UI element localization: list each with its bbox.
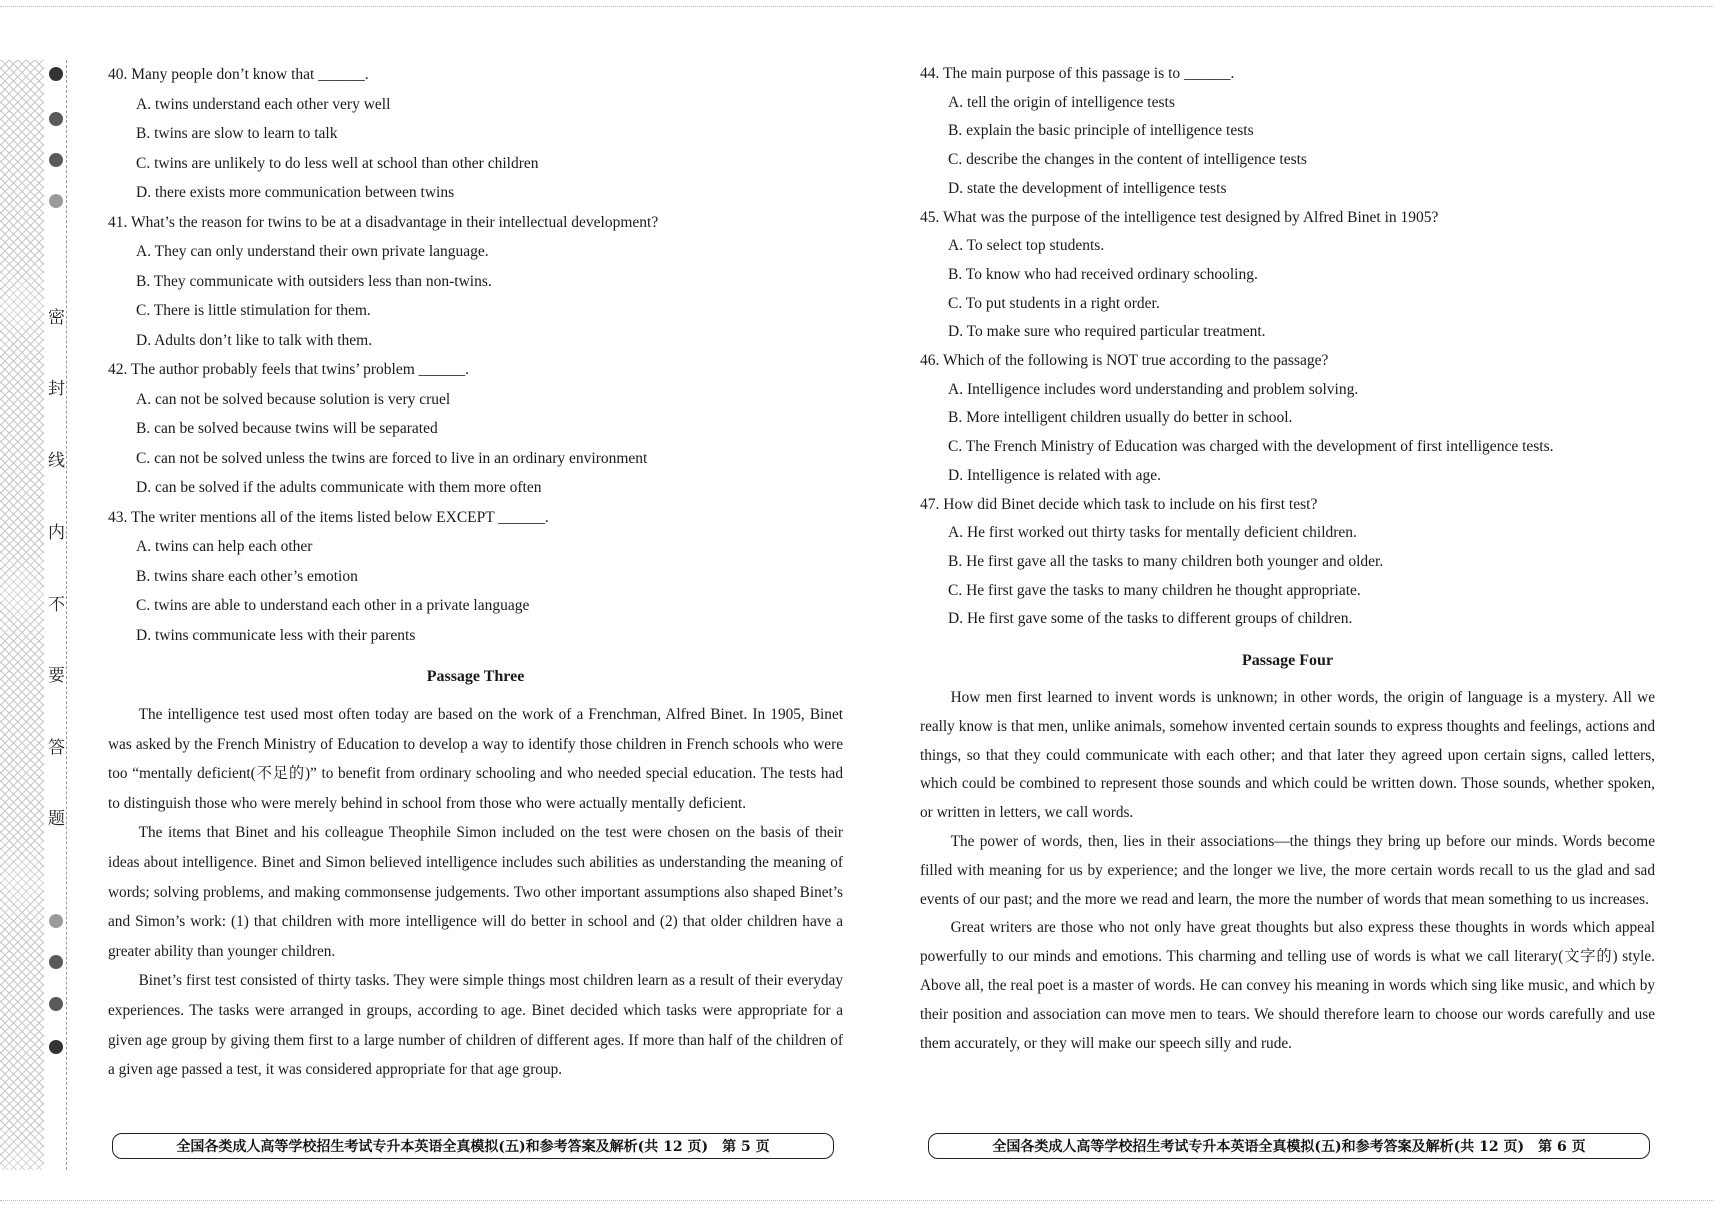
question-stem: 44. The main purpose of this passage is to ______. bbox=[920, 65, 1235, 82]
passage-paragraph: Binet’s first test consisted of thirty tasks. They were simple things most children learn as a result of their everyday experiences. The tasks were arranged in groups, according to age. Binet decided which tasks were appropriate for a given age group by giving them first to a large number of children of different ages. If more than half of the children of a given age passed a test, it was considered appropriate for that age group. bbox=[108, 972, 843, 1079]
binding-hole-icon bbox=[49, 955, 63, 969]
passage-paragraph: The intelligence test used most often today are based on the work of a Frenchman, Alfred Binet. In 1905, Binet was asked by the French Ministry of Education to develop a way to identify those children in French schools who were too “mentally deficient(不足的)” to benefit from ordinary schooling and who needed special education. The tests had to distinguish those who were merely behind in school from those who were actually mentally deficient. bbox=[108, 706, 843, 812]
answer-option: C. can not be solved unless the twins are forced to live in an ordinary environment bbox=[136, 449, 648, 467]
question-stem: 42. The author probably feels that twins’ problem ______. bbox=[108, 361, 470, 378]
question-stem: 43. The writer mentions all of the items listed below EXCEPT ______. bbox=[108, 508, 549, 526]
answer-option: B. explain the basic principle of intelligence tests bbox=[948, 122, 1254, 140]
answer-option: C. There is little stimulation for them. bbox=[136, 302, 371, 319]
answer-option: A. He first worked out thirty tasks for mentally deficient children. bbox=[948, 524, 1357, 542]
answer-option: A. tell the origin of intelligence tests bbox=[948, 93, 1175, 111]
answer-option: A. twins understand each other very well bbox=[136, 95, 391, 113]
passage-title: Passage Three bbox=[426, 668, 525, 685]
page-footer: 全国各类成人高等学校招生考试专升本英语全真模拟(五)和参考答案及解析(共 12 页) 第 6 页 bbox=[928, 1133, 1650, 1159]
answer-option: A. To select top students. bbox=[948, 237, 1105, 255]
binding-hole-icon bbox=[49, 997, 63, 1011]
page-footer: 全国各类成人高等学校招生考试专升本英语全真模拟(五)和参考答案及解析(共 12 页) 第 5 页 bbox=[112, 1133, 834, 1159]
question-block bbox=[108, 503, 843, 651]
answer-option: A. Intelligence includes word understanding and problem solving. bbox=[948, 380, 1359, 398]
seal-char: 线 bbox=[48, 451, 65, 471]
answer-option: B. He first gave all the tasks to many children both younger and older. bbox=[948, 552, 1384, 570]
answer-option: D. To make sure who required particular treatment. bbox=[948, 323, 1266, 341]
question-stem: 40. Many people don’t know that ______. bbox=[108, 66, 369, 83]
binding-hole-icon bbox=[49, 67, 63, 81]
answer-option: D. twins communicate less with their parents bbox=[136, 626, 416, 644]
answer-option: C. describe the changes in the content of intelligence tests bbox=[948, 151, 1307, 169]
answer-option: B. More intelligent children usually do better in school. bbox=[948, 409, 1293, 427]
answer-option: C. To put students in a right order. bbox=[948, 294, 1160, 312]
scan-edge-top bbox=[0, 6, 1714, 7]
answer-option: B. They communicate with outsiders less than non-twins. bbox=[136, 272, 492, 290]
answer-option: C. twins are able to understand each other in a private language bbox=[136, 597, 530, 614]
answer-option: D. Intelligence is related with age. bbox=[948, 466, 1162, 484]
answer-option: B. twins are slow to learn to talk bbox=[136, 125, 338, 142]
binding-hole-icon bbox=[49, 112, 63, 126]
binding-margin-pattern bbox=[0, 60, 44, 1170]
answer-option: C. He first gave the tasks to many children he thought appropriate. bbox=[948, 581, 1361, 599]
answer-option: B. To know who had received ordinary schooling. bbox=[948, 265, 1258, 283]
answer-option: C. The French Ministry of Education was charged with the development of first intelligence tests. bbox=[948, 438, 1554, 456]
seal-char: 要 bbox=[48, 666, 65, 686]
question-block bbox=[920, 347, 1655, 491]
answer-option: A. They can only understand their own private language. bbox=[136, 243, 489, 260]
binding-hole-icon bbox=[49, 1040, 63, 1054]
answer-option: D. Adults don’t like to talk with them. bbox=[136, 331, 373, 349]
question-block bbox=[108, 60, 843, 208]
seal-char: 答 bbox=[48, 738, 65, 758]
answer-option: B. can be solved because twins will be separated bbox=[136, 420, 438, 437]
seal-char: 不 bbox=[48, 595, 65, 615]
question-stem: 46. Which of the following is NOT true according to the passage? bbox=[920, 352, 1329, 370]
answer-option: A. can not be solved because solution is very cruel bbox=[136, 390, 451, 408]
passage-paragraph: The power of words, then, lies in their associations—the things they bring up before our minds. Words become filled with meaning for us by experience; and the longer we live, the more certain words recall to us the glad and sad events of our past; and the more we read and learn, the more the number of words that mean something to us increases. bbox=[920, 833, 1655, 908]
answer-option: C. twins are unlikely to do less well at school than other children bbox=[136, 154, 539, 172]
seal-char: 内 bbox=[48, 523, 65, 543]
passage-paragraph: The items that Binet and his colleague Theophile Simon included on the test were chosen on the basis of their ideas about intelligence. Binet and Simon believed intelligence includes such abilities as understanding the meaning of words; solving problems, and making commonsense judgements. Two other important assumptions also shaped Binet’s and Simon’s work: (1) that children with more intelligence will do better in school and (2) that older children have a greater ability than younger children. bbox=[108, 824, 843, 960]
seal-char: 封 bbox=[48, 379, 65, 399]
answer-option: D. there exists more communication between twins bbox=[136, 184, 455, 201]
question-stem: 47. How did Binet decide which task to include on his first test? bbox=[920, 495, 1318, 513]
question-stem: 41. What’s the reason for twins to be at a disadvantage in their intellectual development? bbox=[108, 213, 659, 231]
question-block bbox=[920, 204, 1655, 348]
question-stem: 45. What was the purpose of the intelligence test designed by Alfred Binet in 1905? bbox=[920, 208, 1439, 226]
answer-option: D. can be solved if the adults communicate with them more often bbox=[136, 479, 542, 496]
question-block bbox=[920, 491, 1655, 635]
passage-paragraph: Great writers are those who not only have great thoughts but also express these thoughts in words which appeal powerfully to our minds and emotions. This charming and telling use of words is what we call literary(文字的) style. Above all, the real poet is a master of words. He can convey his meaning in words which sing like music, and which by their position and association can move men to tears. We should therefore learn to choose our words carefully and use them accurately, or they will make our speech silly and rude. bbox=[920, 919, 1655, 1052]
answer-option: D. He first gave some of the tasks to different groups of children. bbox=[948, 610, 1353, 628]
question-block bbox=[108, 355, 843, 503]
answer-option: B. twins share each other’s emotion bbox=[136, 567, 358, 585]
binding-hole-icon bbox=[49, 153, 63, 167]
answer-option: A. twins can help each other bbox=[136, 538, 313, 555]
binding-hole-icon bbox=[49, 194, 63, 208]
binding-dashed-line bbox=[66, 60, 67, 1170]
question-block bbox=[920, 60, 1655, 204]
scan-edge-bottom bbox=[0, 1200, 1714, 1201]
seal-char: 密 bbox=[48, 308, 65, 328]
binding-hole-icon bbox=[49, 914, 63, 928]
right-page bbox=[920, 60, 1655, 1058]
passage-title: Passage Four bbox=[1241, 652, 1334, 670]
left-page bbox=[108, 60, 843, 1085]
question-block bbox=[108, 208, 843, 356]
passage-paragraph: How men first learned to invent words is unknown; in other words, the origin of language is a mystery. All we really know is that men, unlike animals, somehow invented certain sounds to express thoughts and feelings, actions and things, so that they could communicate with each other; and that later they agreed upon certain signs, called letters, which could be combined to represent those sounds and which could be written down. Those sounds, whether spoken, or written in letters, we call words. bbox=[920, 689, 1655, 822]
answer-option: D. state the development of intelligence tests bbox=[948, 179, 1227, 197]
seal-char: 题 bbox=[48, 809, 65, 829]
